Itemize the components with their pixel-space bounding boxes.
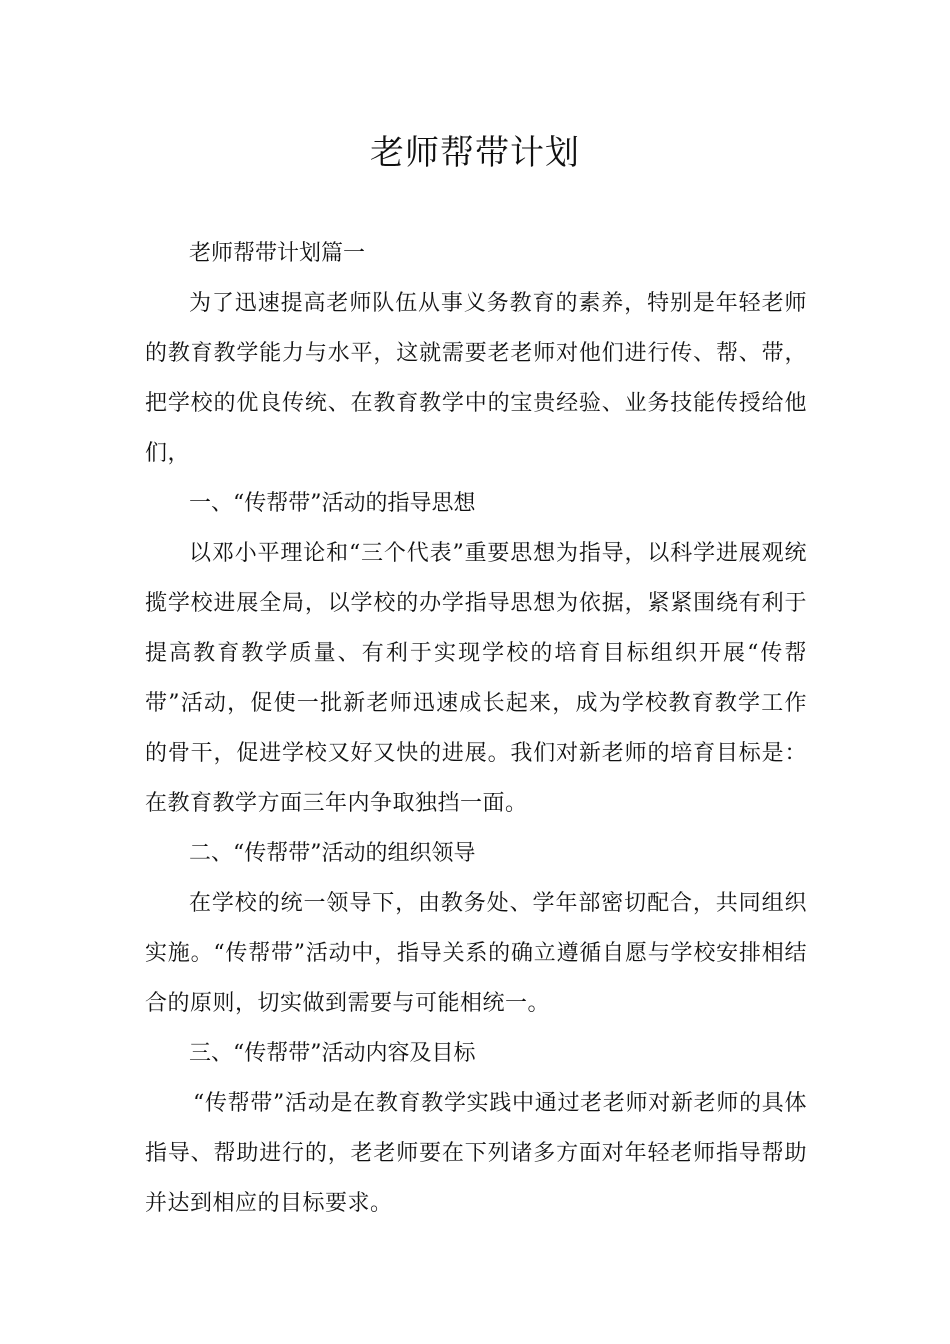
paragraph-content-goals: “传帮带”活动是在教育教学实践中通过老老师对新老师的具体指导、帮助进行的，老老师要在下列诸多方面对年轻老师指导帮助并达到相应的目标要求。 — [145, 1091, 807, 1216]
document-body — [145, 229, 807, 1229]
paragraph-guiding-ideology: 以邓小平理论和“三个代表”重要思想为指导，以科学进展观统揽学校进展全局，以学校的办学指导思想为依据，紧紧围绕有利于提高教育教学质量、有利于实现学校的培育目标组织开展“传帮带”活动，促使一批新老师迅速成长起来，成为学校教育教学工作的骨干，促进学校又好又快的进展。我们对新老师的培育目标是：在教育教学方面三年内争取独挡一面。 — [145, 541, 807, 816]
section-heading-content-goals: 三、“传帮带”活动内容及目标 — [189, 1041, 476, 1066]
section-heading-guiding-ideology: 一、“传帮带”活动的指导思想 — [189, 491, 476, 516]
document-title: 老师帮带计划 — [370, 133, 580, 173]
paragraph-organization: 在学校的统一领导下，由教务处、学年部密切配合，共同组织实施。“传帮带”活动中，指导关系的确立遵循自愿与学校安排相结合的原则，切实做到需要与可能相统一。 — [145, 891, 807, 1016]
section-heading-part-one: 老师帮带计划篇一 — [189, 241, 366, 266]
paragraph-intro: 为了迅速提高老师队伍从事义务教育的素养，特别是年轻老师的教育教学能力与水平，这就需要老老师对他们进行传、帮、带，把学校的优良传统、在教育教学中的宝贵经验、业务技能传授给他们， — [145, 291, 807, 466]
section-heading-organization: 二、“传帮带”活动的组织领导 — [189, 841, 476, 866]
